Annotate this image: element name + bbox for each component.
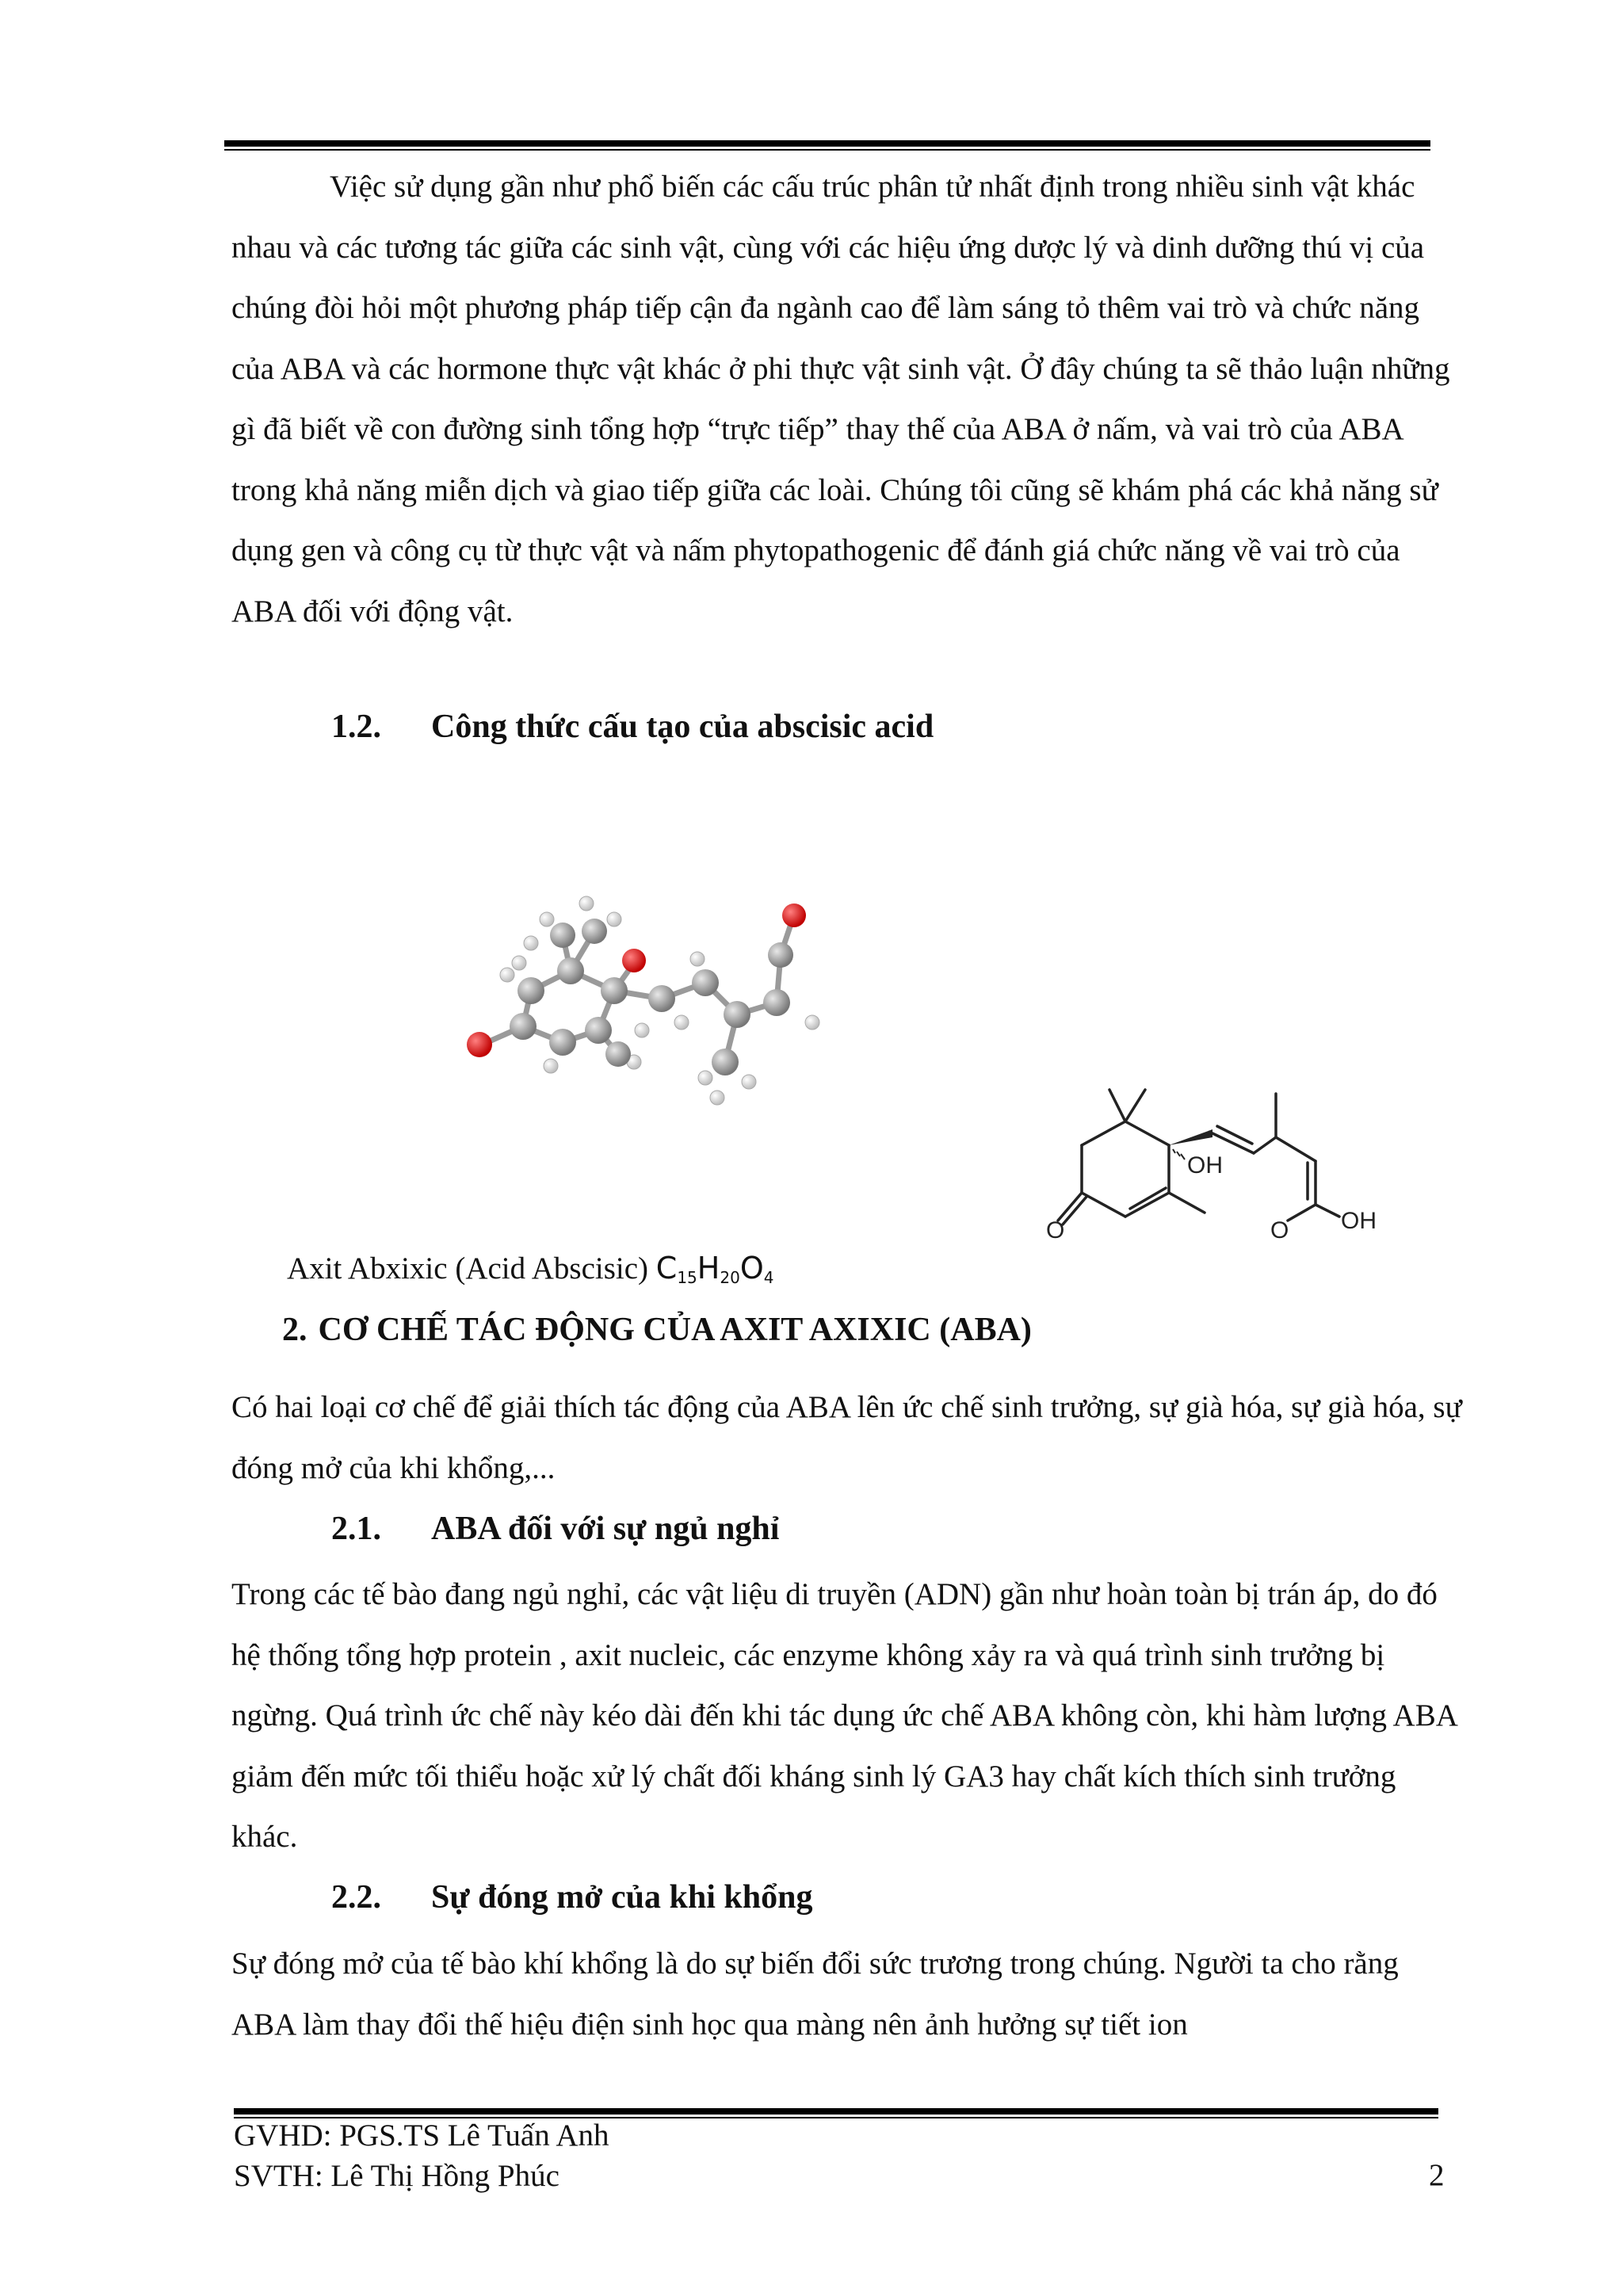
header-rule: [224, 140, 1430, 148]
section-number: 2.2.: [331, 1879, 381, 1916]
footer-student: SVTH: Lê Thị Hồng Phúc: [234, 2159, 559, 2193]
section-number: 2.: [282, 1312, 307, 1348]
acid-oh-label: OH: [1341, 1208, 1377, 1234]
intro-paragraph: Việc sử dụng gần như phổ biến các cấu trúc phân tử nhất định trong nhiều sinh vật khác nhau và các tương tác giữa các sinh vật, cùng với các hiệu ứng dược lý và dinh dưỡng thú vị của chúng đòi hỏi một phương pháp tiếp cận đa ngành cao để làm sáng tỏ thêm vai trò và chức năng của ABA và các hormone thực vật khác ở phi thực vật sinh vật. Ở đây chúng ta sẽ thảo luận những gì đã biết về con đường sinh tổng hợp “trực tiếp” thay thế của ABA ở nấm, và vai trò của ABA trong khả năng miễn dịch và giao tiếp giữa các loài. Chúng tôi cũng sẽ khám phá các khả năng sử dụng gen và công cụ từ thực vật và nấm phytopathogenic để đánh giá chức năng về vai trò của ABA đối với động vật.: [231, 170, 1450, 628]
section-2-2-paragraph: Sự đóng mở của tế bào khí khổng là do sự biến đổi sức trương trong chúng. Người ta cho rằng ABA làm thay đổi thế hiệu điện sinh học qua màng nên ảnh hưởng sự tiết ion: [231, 1946, 1399, 2042]
acid-o-label: O: [1270, 1217, 1289, 1240]
footer-advisor: GVHD: PGS.TS Lê Tuấn Anh: [234, 2118, 609, 2153]
section-2-heading: [282, 1311, 1032, 1349]
molecular-formula: $C_{15}H_{20}O_4$: [655, 1251, 774, 1287]
aba-ball-and-stick-model: [444, 872, 856, 1133]
caption-text: Axit Abxixic (Acid Abscisic): [287, 1251, 649, 1286]
section-2-1-heading: [331, 1510, 779, 1548]
section-number: 2.1.: [331, 1511, 381, 1547]
section-title: Sự đóng mở của khi khổng: [431, 1879, 813, 1916]
section-2-paragraph: Có hai loại cơ chế để giải thích tác động của ABA lên ức chế sinh trưởng, sự già hóa, sự già hóa, sự đóng mở của khi khổng,...: [231, 1390, 1462, 1485]
page-number: 2: [1429, 2158, 1445, 2192]
aba-skeletal-formula: [1046, 1074, 1403, 1240]
section-2-1-paragraph: Trong các tế bào đang ngủ nghỉ, các vật liệu di truyền (ADN) gần như hoàn toàn bị trán áp, do đó hệ thống tổng hợp protein , axit nucleic, các enzyme không xảy ra và quá trình sinh trưởng bị ngừng. Quá trình ức chế này kéo dài đến khi tác dụng ức chế ABA không còn, khi hàm lượng ABA giảm đến mức tối thiểu hoặc xử lý chất đối kháng sinh lý GA3 hay chất kích thích sinh trưởng khác.: [231, 1577, 1457, 1854]
section-title: Công thức cấu tạo của abscisic acid: [431, 709, 934, 745]
figure-caption: [287, 1251, 773, 1287]
section-title: ABA đối với sự ngủ nghỉ: [431, 1511, 780, 1547]
oh-label: OH: [1187, 1152, 1223, 1179]
section-title: CƠ CHẾ TÁC ĐỘNG CỦA AXIT AXIXIC (ABA): [318, 1312, 1032, 1348]
ketone-o-label: O: [1046, 1217, 1065, 1240]
section-1-2-heading: [331, 708, 934, 746]
section-number: 1.2.: [331, 709, 381, 745]
section-2-2-heading: [331, 1878, 812, 1916]
